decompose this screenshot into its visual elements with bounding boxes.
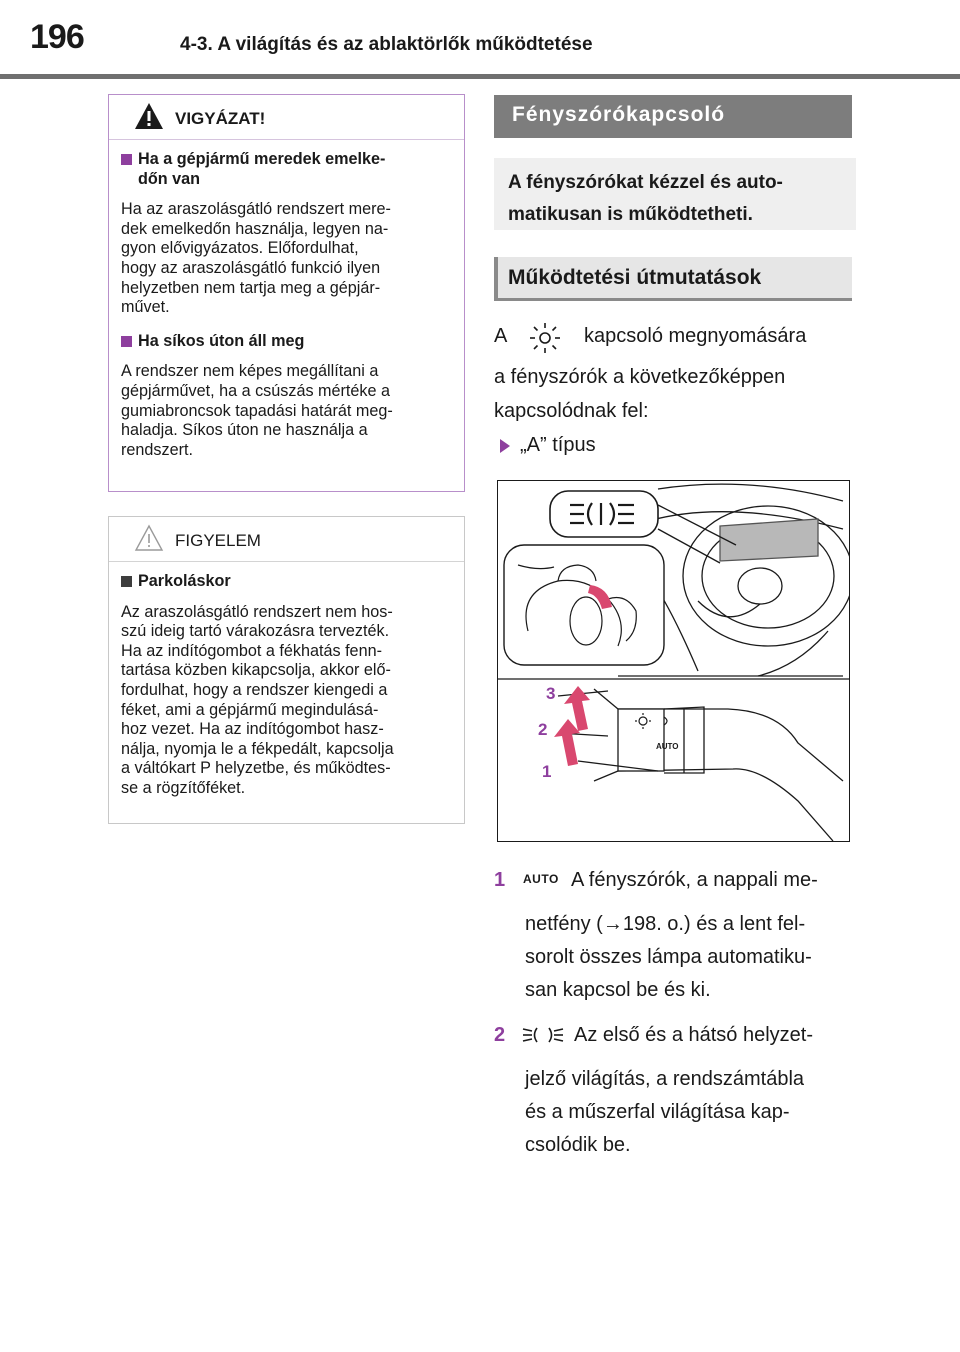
text-line: a váltókart P helyzetbe, és működtes- — [121, 759, 391, 778]
warning-title: VIGYÁZAT! — [175, 109, 266, 128]
text-line: se a rögzítőféket. — [121, 778, 246, 797]
section-banner-title: Fényszórókapcsoló — [512, 103, 726, 126]
intro-box — [494, 158, 856, 230]
text-line: gyon elővigyázatos. Előfordulhat, — [121, 239, 359, 258]
section-banner — [494, 95, 852, 138]
diagram-illustration — [498, 481, 849, 841]
warning-header — [109, 95, 464, 140]
text-line: fordulhat, hogy a rendszer kiengedi a — [121, 680, 388, 699]
auto-icon: AUTO — [523, 872, 559, 886]
position-lights-icon — [520, 1024, 566, 1046]
page-number: 196 — [30, 18, 84, 56]
triangle-bullet-icon — [498, 437, 512, 455]
item-text-line: A fényszórók, a nappali me- — [571, 869, 818, 891]
intro-text — [508, 167, 842, 231]
instructions-heading — [494, 257, 852, 301]
warning-subheading-2 — [121, 332, 450, 352]
text-line: A fényszórókat kézzel és auto- — [508, 172, 783, 193]
notice-paragraph — [121, 603, 450, 799]
diagram-label: 1 — [542, 762, 552, 781]
item-text-line: san kapcsol be és ki. — [525, 979, 711, 1001]
text-line: A rendszer nem képes megállítani a — [121, 362, 379, 381]
warning-subheading-line: Ha síkos úton áll meg — [138, 331, 305, 350]
body-text-line: a fényszórók a következőképpen — [494, 366, 786, 388]
body-text-line: kapcsoló megnyomására — [584, 325, 807, 347]
headlight-switch-diagram — [497, 480, 850, 842]
item-text-line: és a műszerfal világítása kap- — [525, 1101, 790, 1123]
text-line: Ha az indítógombot a fékhatás fenn- — [121, 641, 382, 660]
text-line: haladja. Síkos úton ne használja a — [121, 421, 368, 440]
text-line: tartása közben kikapcsolja, akkor elő- — [121, 661, 391, 680]
text-line: dek emelkedőn használja, legyen na- — [121, 219, 389, 238]
text-line: szú ideig tartó várakozásra tervezték. — [121, 622, 390, 641]
text-line: művet. — [121, 298, 170, 317]
bullet-square-icon — [121, 154, 132, 165]
heading-accent-bar — [494, 257, 498, 301]
item-text-line: jelző világítás, a rendszámtábla — [525, 1068, 805, 1090]
body-word-a: A — [494, 325, 508, 347]
text-line: gumiabroncsok tapadási határát meg- — [121, 401, 393, 420]
diagram-label: 2 — [538, 720, 548, 739]
text-line: hogy az araszolásgátló funkció ilyen — [121, 258, 381, 277]
diagram-label: 3 — [546, 684, 556, 703]
instructions-heading-text: Működtetési útmutatások — [508, 266, 762, 289]
section-title: 4-3. A világítás és az ablaktörlők működtetése — [180, 34, 593, 55]
caution-triangle-icon — [133, 523, 165, 553]
notice-header — [109, 517, 464, 562]
text-line: Az araszolásgátló rendszert nem hos- — [121, 602, 393, 621]
bullet-square-icon — [121, 336, 132, 347]
header-rule — [0, 74, 960, 79]
text-line: rendszert. — [121, 440, 193, 459]
warning-paragraph-1 — [121, 200, 450, 318]
bullet-square-icon — [121, 576, 132, 587]
text-line: helyzetben nem tartja meg a gépjár- — [121, 278, 381, 297]
item-text-line: csolódik be. — [525, 1134, 631, 1156]
text-line: féket, ami a gépjármű megindulásá- — [121, 700, 379, 719]
warning-box — [108, 94, 465, 492]
item-number: 1 — [494, 869, 506, 891]
body-text-line: kapcsolódnak fel: — [494, 400, 649, 422]
text-line: gépjárművet, ha a csúszás mértéke a — [121, 381, 391, 400]
text-line: Ha az araszolásgátló rendszert mere- — [121, 200, 391, 219]
warning-subheading-line: dőn van — [138, 169, 201, 188]
item-text-line: netfény (→198. o.) és a lent fel- — [525, 913, 806, 935]
notice-subheading-line: Parkoláskor — [138, 572, 231, 590]
item-text-line: Az első és a hátsó helyzet- — [574, 1024, 814, 1046]
warning-paragraph-2 — [121, 362, 450, 460]
notice-subheading — [121, 572, 450, 592]
type-label: „A” típus — [520, 434, 596, 456]
notice-box — [108, 516, 465, 824]
warning-subheading-line: Ha a gépjármű meredek emelke- — [138, 150, 386, 168]
heading-rule — [494, 298, 852, 301]
notice-title: FIGYELEM — [175, 531, 261, 550]
text-line: matikusan is működtetheti. — [508, 204, 753, 225]
warning-triangle-icon — [133, 101, 165, 131]
item-number: 2 — [494, 1024, 506, 1046]
text-line: hoz vezet. Ha az indítógombot hasz- — [121, 720, 384, 739]
warning-subheading-1 — [121, 150, 450, 189]
item-text-line: sorolt összes lámpa automatiku- — [525, 946, 812, 968]
diagram-auto-text: AUTO — [656, 742, 679, 751]
headlight-switch-icon — [522, 320, 568, 356]
text-line: nálja, nyomja le a fékpedált, kapcsolja — [121, 739, 394, 758]
